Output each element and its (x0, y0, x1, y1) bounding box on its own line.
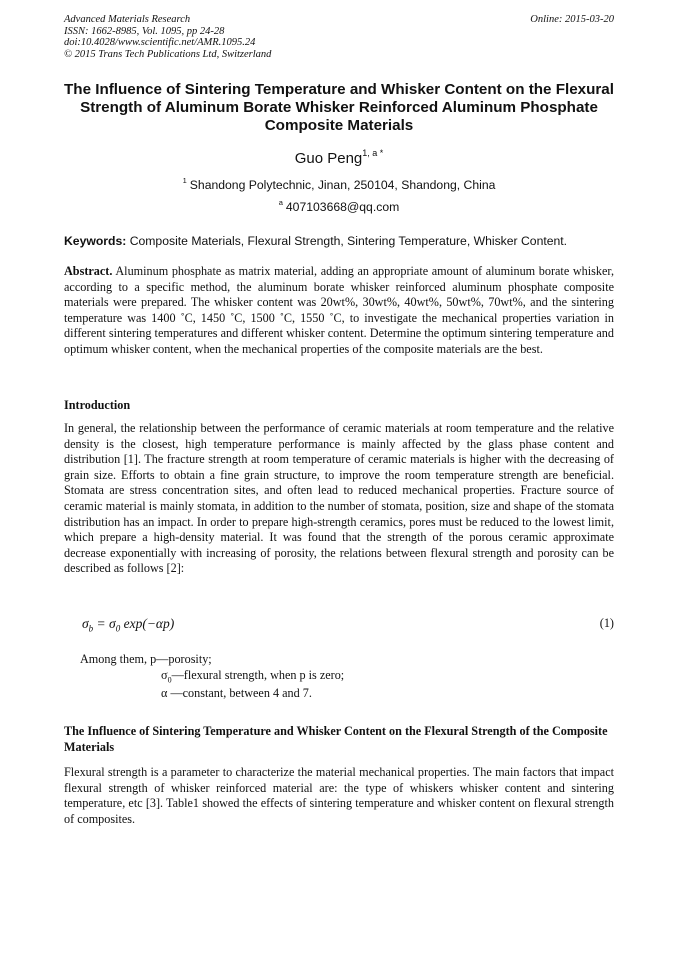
email-mark: a (278, 198, 283, 207)
author-name: Guo Peng (294, 150, 363, 167)
paper-title: The Influence of Sintering Temperature and Whisker Content on the Flexural Strength of Aluminum Borate Whisker Reinforced Aluminum Phosphate Composite Materials (64, 81, 614, 135)
section-text: Flexural strength is a parameter to characterize the material mechanical properties. The main factors that impact flexural strength of whisker reinforced material are: the type of whiskers whisker content and sintering temperature, etc [3]. Table1 showed the effects of sintering temperature and whisker content on flexural strength of composites. (64, 765, 614, 826)
affiliation-mark: 1 (182, 176, 187, 185)
equation-number: (1) (599, 616, 614, 630)
section-heading: The Influence of Sintering Temperature and Whisker Content on the Flexural Strength of the Composite Materials (64, 724, 608, 754)
copyright: © 2015 Trans Tech Publications Ltd, Switzerland (64, 48, 272, 60)
email-text: 407103668@qq.com (285, 200, 400, 214)
sigma-symbol: σ (82, 616, 89, 631)
equation (82, 616, 174, 634)
equals-sign: = (93, 616, 110, 631)
definition-sigma0 (161, 668, 344, 684)
equation-rhs: exp(−αp) (120, 616, 175, 631)
def-sigma-text: —flexural strength, when p is zero; (171, 668, 345, 682)
sigma-sub-b: b (88, 623, 94, 634)
journal-header (64, 14, 614, 60)
def-alpha-text: —constant, between 4 and 7. (167, 686, 312, 700)
definition-alpha (161, 686, 312, 701)
def-sigma-sub: 0 (167, 675, 172, 685)
def-sigma: σ (161, 668, 168, 682)
sigma-symbol: σ (109, 616, 116, 631)
keywords-text: Composite Materials, Flexural Strength, Sintering Temperature, Whisker Content. (129, 234, 568, 248)
journal-name: Advanced Materials Research (64, 14, 191, 25)
def-alpha: α (161, 686, 168, 700)
sigma-sub-0: 0 (115, 623, 121, 634)
keywords-label: Keywords: (64, 234, 127, 248)
affiliation-text: Shandong Polytechnic, Jinan, 250104, Shandong, China (189, 178, 496, 192)
abstract (64, 264, 614, 358)
email (0, 198, 678, 214)
introduction-heading: Introduction (64, 398, 131, 412)
abstract-text: Aluminum phosphate as matrix material, adding an appropriate amount of aluminum borate whisker, according to a specific method, the aluminum borate whisker reinforced aluminum phosphate composite materials were prepared. The whisker content was 20wt%, 30wt%, 40wt%, 50wt%, 70wt%, and the sintering temperature was 1400 ˚C, 1450 ˚C, 1500 ˚C, 1550 ˚C, to investigate the mechanical properties variation in different sintering temperatures and different whisker content. Determine the optimum sintering temperature and optimum whisker content, when the mechanical properties of the composite materials are the best. (64, 264, 615, 356)
author (0, 148, 678, 167)
issn: ISSN: 1662-8985, Vol. 1095, pp 24-28 (64, 25, 225, 37)
introduction-text: In general, the relationship between the performance of ceramic materials at room temperature and the relative density is the closest, high temperature performance is mainly affected by the glass phase content and distribution [1]. The fracture strength at room temperature of ceramic materials is higher with the decreasing of grain size. Efforts to obtain a fine grain structure, to improve the room temperature strength are beneficial. Stomata are stress concentration sites, and often lead to reduced mechanical properties. Fracture source of ceramic material is mainly stomata, in addition to the number of stomata, position, size and shape of the stomata distribution has an impact. In order to prepare high-strength ceramics, pores must be reduced to the lowest limit, which prepare a high-density material. It was found that the strength of the porous ceramic approximate decrease exponentially with increasing of porosity, the relations between flexural strength and porosity can be described as follows [2]: (64, 421, 614, 576)
keywords (64, 234, 614, 248)
author-marks: 1, a * (362, 148, 384, 158)
definition-intro: Among them, p—porosity; (80, 652, 212, 666)
affiliation (0, 176, 678, 192)
online-date: Online: 2015-03-20 (530, 14, 614, 25)
abstract-label: Abstract. (64, 264, 113, 278)
doi: doi:10.4028/www.scientific.net/AMR.1095.24 (64, 37, 256, 49)
